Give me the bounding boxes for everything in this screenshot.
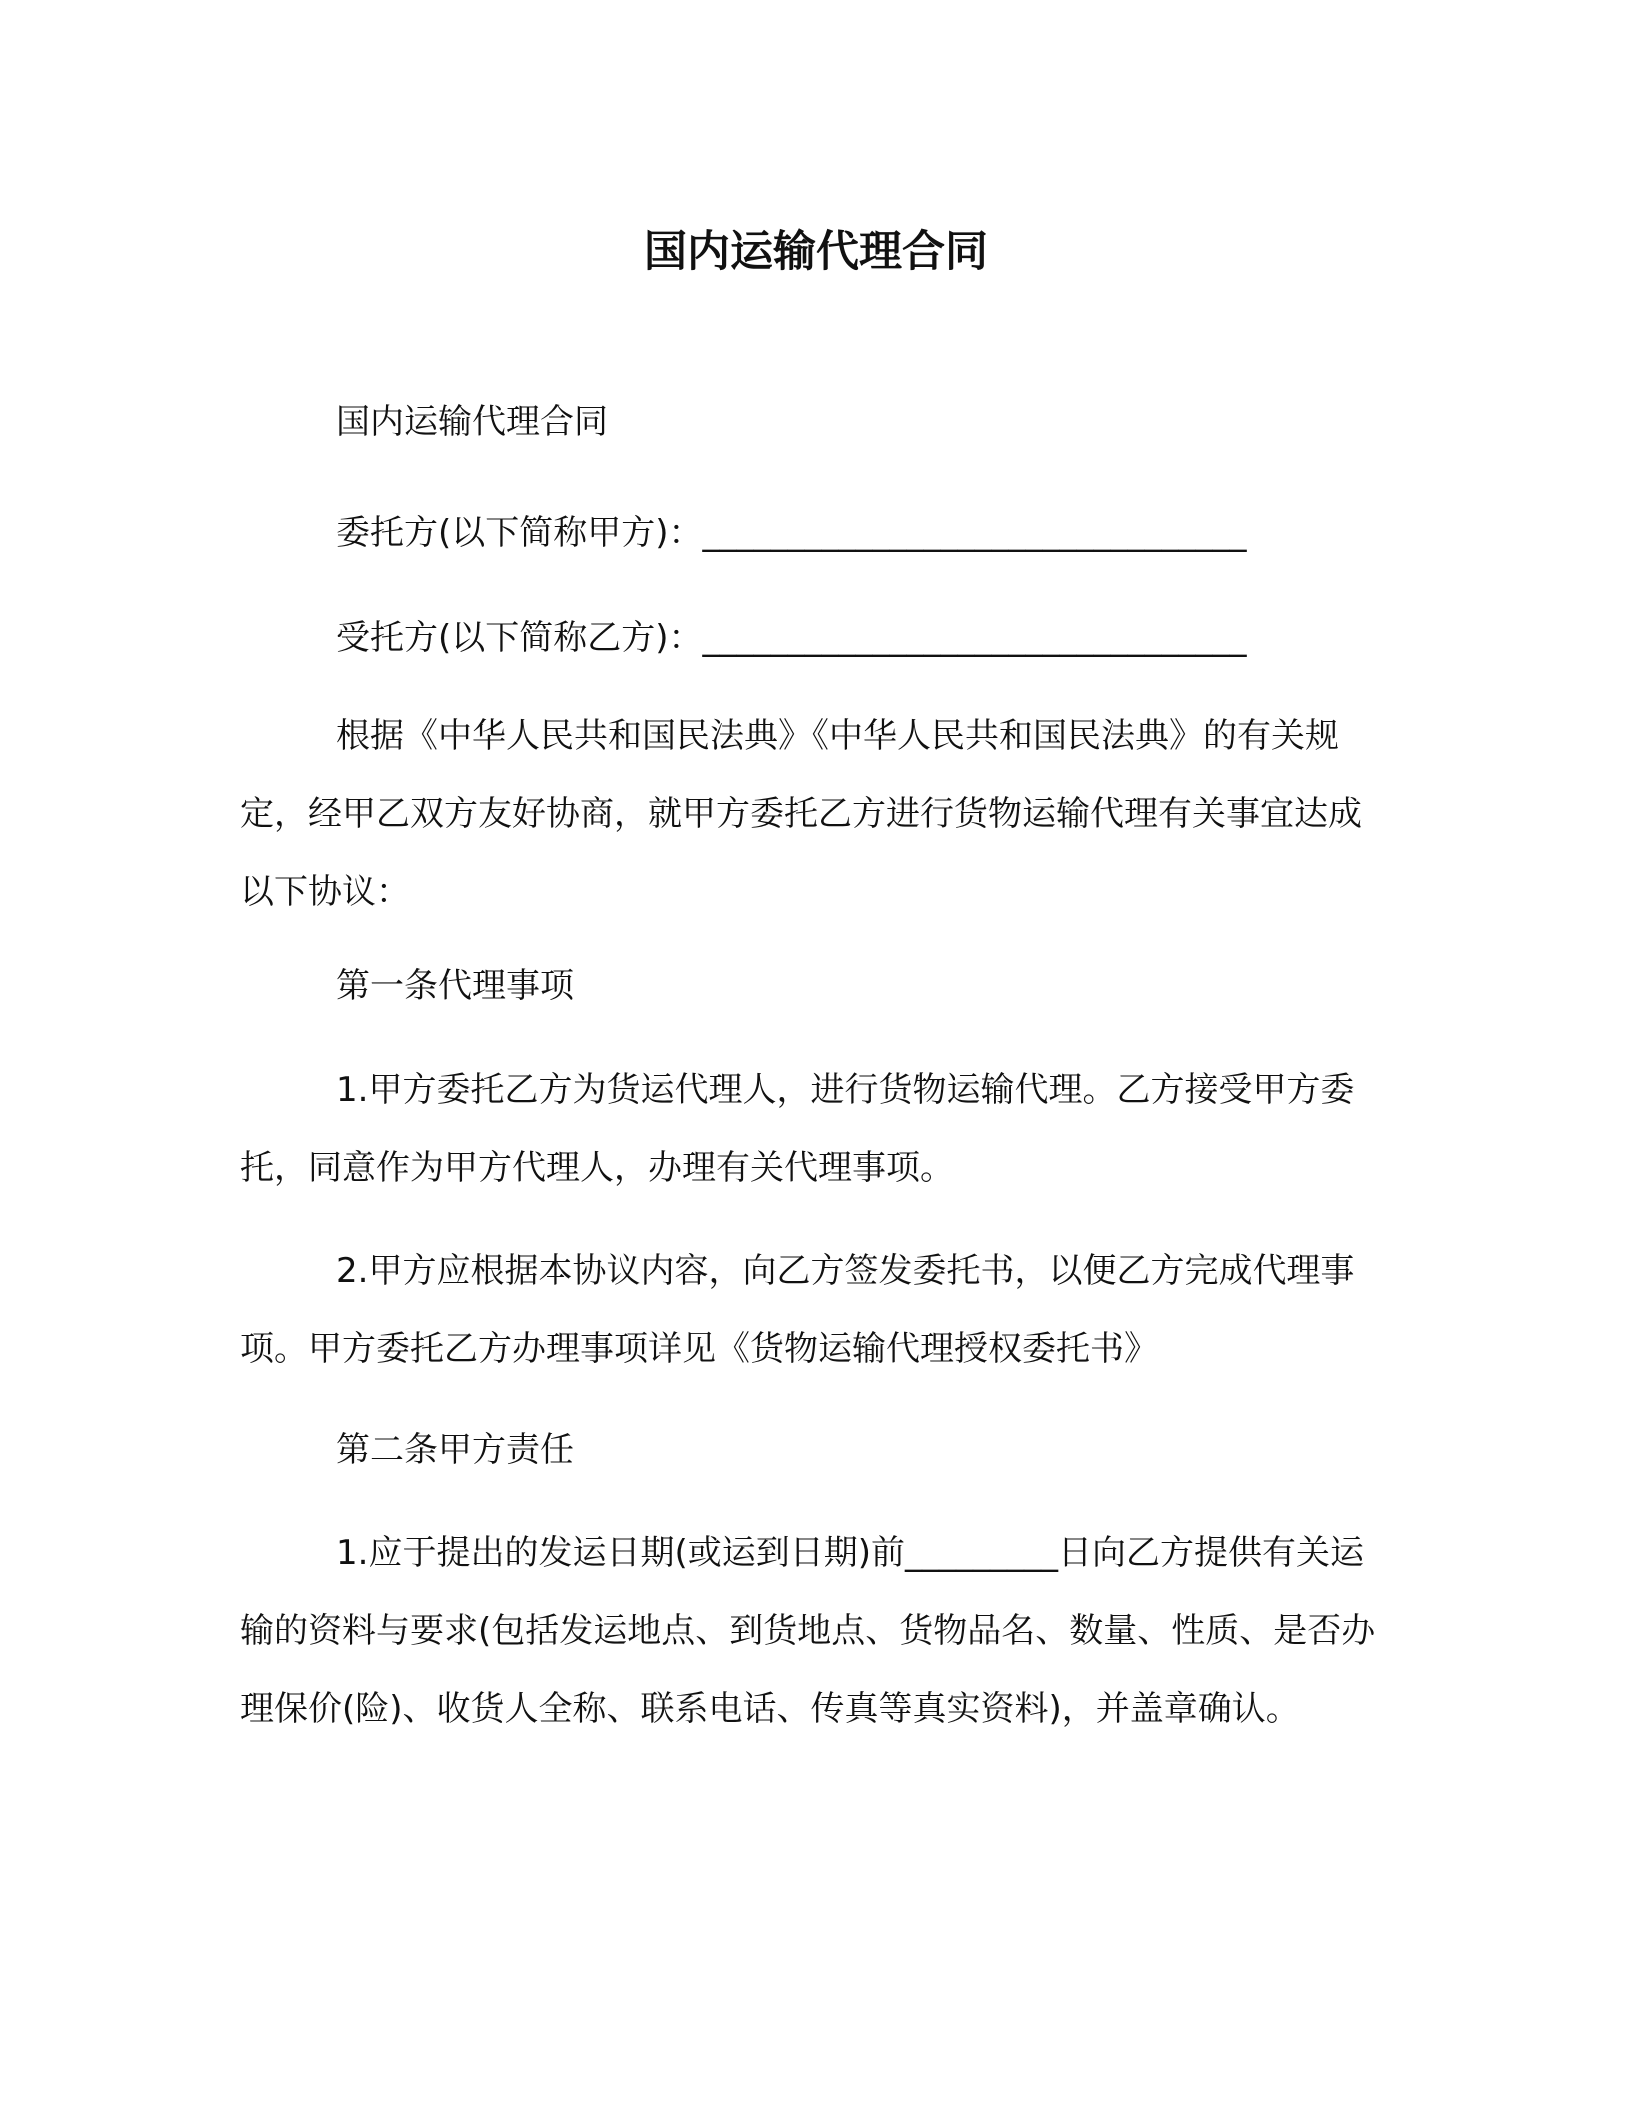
subtitle-paragraph: 国内运输代理合同: [336, 402, 608, 442]
article-2-heading: 第二条甲方责任: [336, 1430, 574, 1470]
article-1-clause-2: 2.甲方应根据本协议内容，向乙方签发委托书，以便乙方完成代理事项。甲方委托乙方办理事项详见《货物运输代理授权委托书》: [240, 1251, 1355, 1369]
preamble-paragraph: 根据《中华人民共和国民法典》《中华人民共和国民法典》的有关规定，经甲乙双方友好协商，就甲方委托乙方进行货物运输代理有关事宜达成以下协议：: [240, 716, 1362, 912]
principal-party-line: 委托方(以下简称甲方)：________________________________: [336, 513, 1247, 553]
article-2-clause-1: 1.应于提出的发运日期(或运到日期)前_________日向乙方提供有关运输的资料与要求(包括发运地点、到货地点、货物品名、数量、性质、是否办理保价(险)、收货人全称、联系电话、传真等真实资料)，并盖章确认。: [240, 1533, 1376, 1729]
article-1-heading: 第一条代理事项: [336, 966, 574, 1006]
document-title: 国内运输代理合同: [644, 227, 988, 277]
agent-party-line: 受托方(以下简称乙方)：________________________________: [336, 618, 1247, 658]
article-1-clause-1: 1.甲方委托乙方为货运代理人，进行货物运输代理。乙方接受甲方委托，同意作为甲方代理人，办理有关代理事项。: [240, 1070, 1355, 1188]
